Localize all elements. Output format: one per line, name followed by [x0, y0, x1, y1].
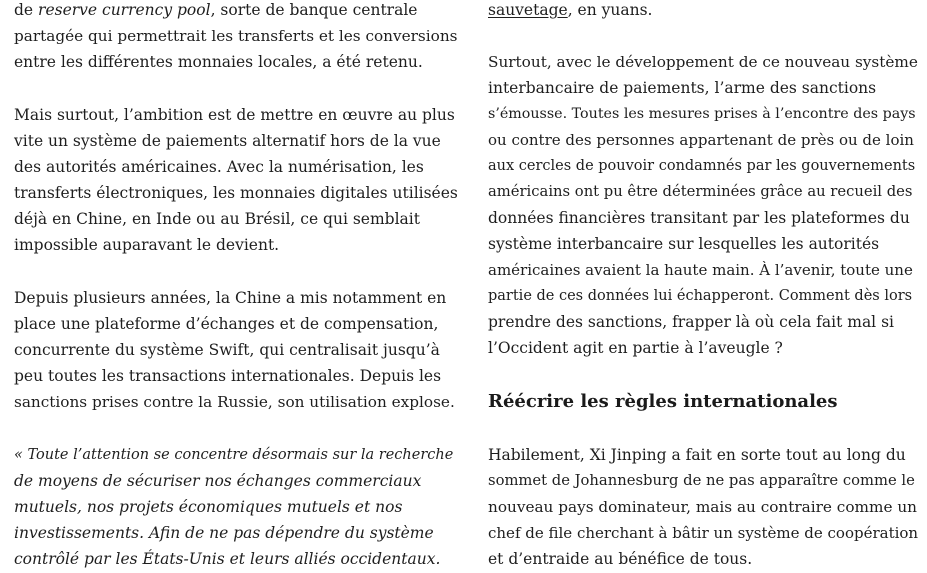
- section-heading: Réécrire les règles internationales: [488, 391, 838, 412]
- quote-line: de moyens de sécuriser nos échanges commerciaux: [14, 472, 422, 490]
- text-line: Depuis plusieurs années, la Chine a mis notamment en: [14, 289, 447, 307]
- text-line: aux cercles de pouvoir condamnés par les gouvernements: [488, 158, 916, 174]
- text-line: données financières transitant par les plateformes du: [488, 209, 910, 227]
- text-line: sommet de Johannesburg de ne pas apparaître comme le: [488, 472, 915, 489]
- text-line: américains ont pu être déterminées grâce au recueil des: [488, 183, 913, 200]
- text-span: , en yuans.: [567, 1, 653, 19]
- quote-line: investissements. Afin de ne pas dépendre du système: [14, 524, 434, 542]
- quote-line: contrôlé par les États-Unis et leurs alliés occidentaux.: [14, 550, 441, 568]
- text-line: Habilement, Xi Jinping a fait en sorte tout au long du: [488, 446, 906, 464]
- text-line: place une plateforme d’échanges et de compensation,: [14, 315, 439, 333]
- text-line: interbancaire de paiements, l’arme des sanctions: [488, 79, 877, 97]
- text-line: des autorités américaines. Avec la numérisation, les: [14, 158, 424, 176]
- text-line: et d’entraide au bénéfice de tous.: [488, 550, 753, 568]
- text-line: déjà en Chine, en Inde ou au Brésil, ce qui semblait: [14, 210, 420, 228]
- text-line: partagée qui permettrait les transferts et les conversions: [14, 27, 458, 45]
- text-span: , sorte de banque centrale: [210, 1, 418, 19]
- text-line: [488, 0, 652, 20]
- text-line: Surtout, avec le développement de ce nouveau système: [488, 53, 918, 71]
- text-line: chef de file cherchant à bâtir un système de coopération: [488, 524, 919, 542]
- text-line: partie de ces données lui échapperont. Comment dès lors: [488, 288, 913, 304]
- text-line: sanctions prises contre la Russie, son utilisation explose.: [14, 393, 455, 411]
- text-line: américaines avaient la haute main. À l’avenir, toute une: [488, 261, 913, 279]
- text-line: impossible auparavant le devient.: [14, 236, 280, 254]
- text-line: prendre des sanctions, frapper là où cela fait mal si: [488, 313, 894, 331]
- italic-term: reserve currency pool: [38, 1, 211, 19]
- text-line: ou contre des personnes appartenant de près ou de loin: [488, 131, 914, 149]
- quote-line: « Toute l’attention se concentre désormais sur la recherche: [14, 447, 454, 463]
- text-line: nouveau pays dominateur, mais au contraire comme un: [488, 498, 917, 516]
- text-line: système interbancaire sur lesquelles les autorités: [488, 235, 880, 253]
- text-line: s’émousse. Toutes les mesures prises à l’encontre des pays: [488, 106, 916, 122]
- sauvetage-link[interactable]: sauvetage: [488, 1, 568, 19]
- text-span: de: [14, 1, 39, 19]
- text-line: concurrente du système Swift, qui centralisait jusqu’à: [14, 341, 440, 359]
- text-line: Mais surtout, l’ambition est de mettre en œuvre au plus: [14, 106, 455, 124]
- text-line: entre les différentes monnaies locales, a été retenu.: [14, 53, 423, 71]
- text-line: l’Occident agit en partie à l’aveugle ?: [488, 339, 783, 357]
- text-line: [14, 0, 417, 20]
- text-line: transferts électroniques, les monnaies digitales utilisées: [14, 184, 458, 202]
- text-line: vite un système de paiements alternatif hors de la vue: [14, 132, 441, 150]
- text-line: peu toutes les transactions internationales. Depuis les: [14, 367, 442, 385]
- quote-line: mutuels, nos projets économiques mutuels et nos: [14, 498, 403, 516]
